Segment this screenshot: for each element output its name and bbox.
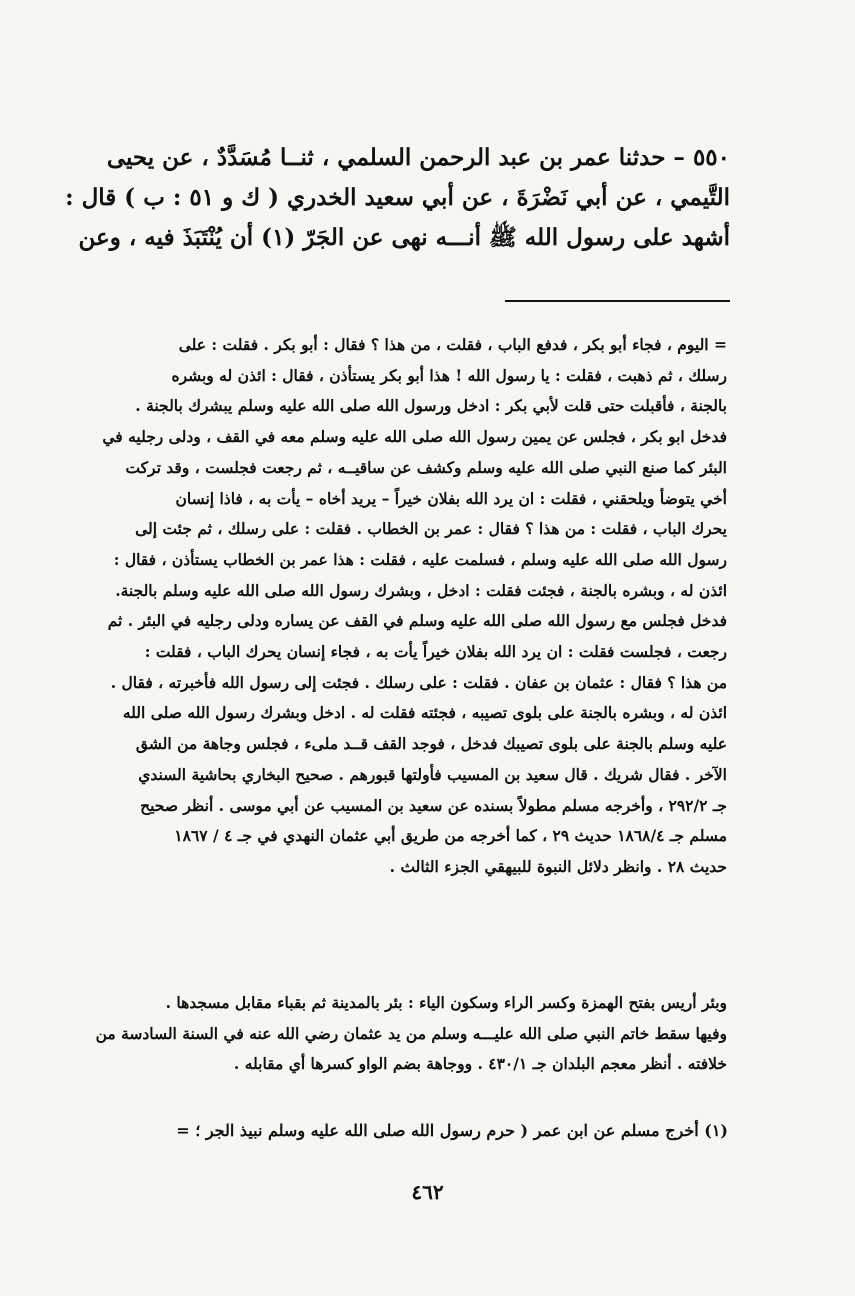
commentary-line: = اليوم ، فجاء أبو بكر ، فدفع الباب ، فقلت ، من هذا ؟ فقال : أبو بكر . فقلت : على bbox=[178, 335, 727, 354]
commentary-line: فدخل فجلس مع رسول الله صلى الله عليه وسلم في القف عن يساره ودلى رجليه في البئر . ثم bbox=[107, 611, 727, 631]
page-number: ٤٦٢ bbox=[411, 1180, 444, 1204]
commentary-line: خلافته . أنظر معجم البلدان جـ ٤٣٠/١ . ووجاهة بضم الواو كسرها أي مقابله . bbox=[233, 1054, 727, 1074]
hadith-line: ٥٥٠ – حدثنا عمر بن عبد الرحمن السلمي ، ثنــا مُسَدَّدٌ ، عن يحيى bbox=[106, 144, 730, 171]
footnote-1: (١) أخرج مسلم عن ابن عمر ( حرم رسول الله صلى الله عليه وسلم نبيذ الجر ؛ = bbox=[176, 1121, 728, 1140]
commentary-line: مسلم جـ ١٨٦٨/٤ حديث ٢٩ ، كما أخرجه من طريق أبي عثمان النهدي في جـ ٤ / ١٨٦٧ bbox=[174, 826, 727, 846]
commentary-line: البئر كما صنع النبي صلى الله عليه وسلم وكشف عن ساقيــه ، ثم رجعت فجلست ، وقد تركت bbox=[125, 457, 727, 477]
commentary-line: بالجنة ، فأقبلت حتى قلت لأبي بكر : ادخل ورسول الله صلى الله عليه وسلم يبشرك بالجنة . bbox=[135, 396, 727, 416]
hadith-text bbox=[60, 138, 730, 258]
commentary-line: رسلك ، ثم ذهبت ، فقلت : يا رسول الله ! هذا أبو بكر يستأذن ، فقال : ائذن له وبشره bbox=[171, 365, 727, 385]
commentary-line: فدخل ابو بكر ، فجلس عن يمين رسول الله صلى الله عليه وسلم معه في القف ، ودلى رجليه في bbox=[102, 427, 727, 447]
commentary-line: جـ ٢٩٢/٢ ، وأخرجه مسلم مطولاً بسنده عن سعيد بن المسيب عن أبي موسى . أنظر صحيح bbox=[140, 795, 727, 815]
commentary-line: وفيها سقط خاتم النبي صلى الله عليـــه وسلم من يد عثمان رضي الله عنه في السنة السادسة من bbox=[95, 1023, 727, 1043]
commentary-line: رسول الله صلى الله عليه وسلم ، فسلمت عليه ، فقلت : هذا عمر بن الخطاب يستأذن ، فقال : bbox=[113, 549, 727, 569]
commentary-line: حديث ٢٨ . وانظر دلائل النبوة للبيهقي الجزء الثالث . bbox=[389, 856, 727, 876]
commentary-line: ائذن له ، وبشره بالجنة على بلوى تصيبه ، فجئته فقلت له . ادخل وبشرك رسول الله صلى الله bbox=[122, 703, 727, 723]
commentary-block-bir-aris bbox=[62, 988, 727, 1080]
commentary-line: رجعت ، فجلست فقلت : ان يرد الله بفلان خيراً يأت به ، فجاء إنسان يحرك الباب ، فقلت : bbox=[144, 642, 727, 662]
commentary-block bbox=[62, 330, 727, 883]
hadith-line: التَّيمي ، عن أبي نَضْرَةَ ، عن أبي سعيد الخدري ( ك و ٥١ : ب ) قال : bbox=[65, 184, 730, 211]
commentary-line: ائذن له ، وبشره بالجنة ، فجئت فقلت : ادخل ، وبشرك رسول الله صلى الله عليه وسلم بالجنة. bbox=[115, 580, 727, 600]
separator-rule bbox=[505, 300, 730, 302]
commentary-line: وبئر أريس بفتح الهمزة وكسر الراء وسكون الياء : بئر بالمدينة ثم بقباء مقابل مسجدها . bbox=[165, 993, 727, 1012]
hadith-line: أشهد على رسول الله ﷺ أنـــه نهى عن الجَرّ (١) أن يُنْتَبَذَ فيه ، وعن bbox=[78, 224, 730, 251]
commentary-line: عليه وسلم بالجنة على بلوى تصيبك فدخل ، فوجد القف قــد ملىء ، فجلس وجاهة من الشق bbox=[135, 734, 727, 754]
commentary-line: الآخر . فقال شريك . قال سعيد بن المسيب فأولتها قبورهم . صحيح البخاري بحاشية السندي bbox=[138, 764, 727, 784]
commentary-line: أخي يتوضأ ويلحقني ، فقلت : ان يرد الله بفلان خيراً – يريد أخاه – يأت به ، فاذا إنسان bbox=[175, 488, 727, 508]
commentary-line: يحرك الباب ، فقلت : من هذا ؟ فقال : عمر بن الخطاب . فقلت : على رسلك ، ثم جئت إلى bbox=[135, 519, 727, 539]
commentary-line: من هذا ؟ فقال : عثمان بن عفان . فقلت : على رسلك . فجئت إلى رسول الله فأخبرته ، فقال . bbox=[110, 672, 727, 692]
